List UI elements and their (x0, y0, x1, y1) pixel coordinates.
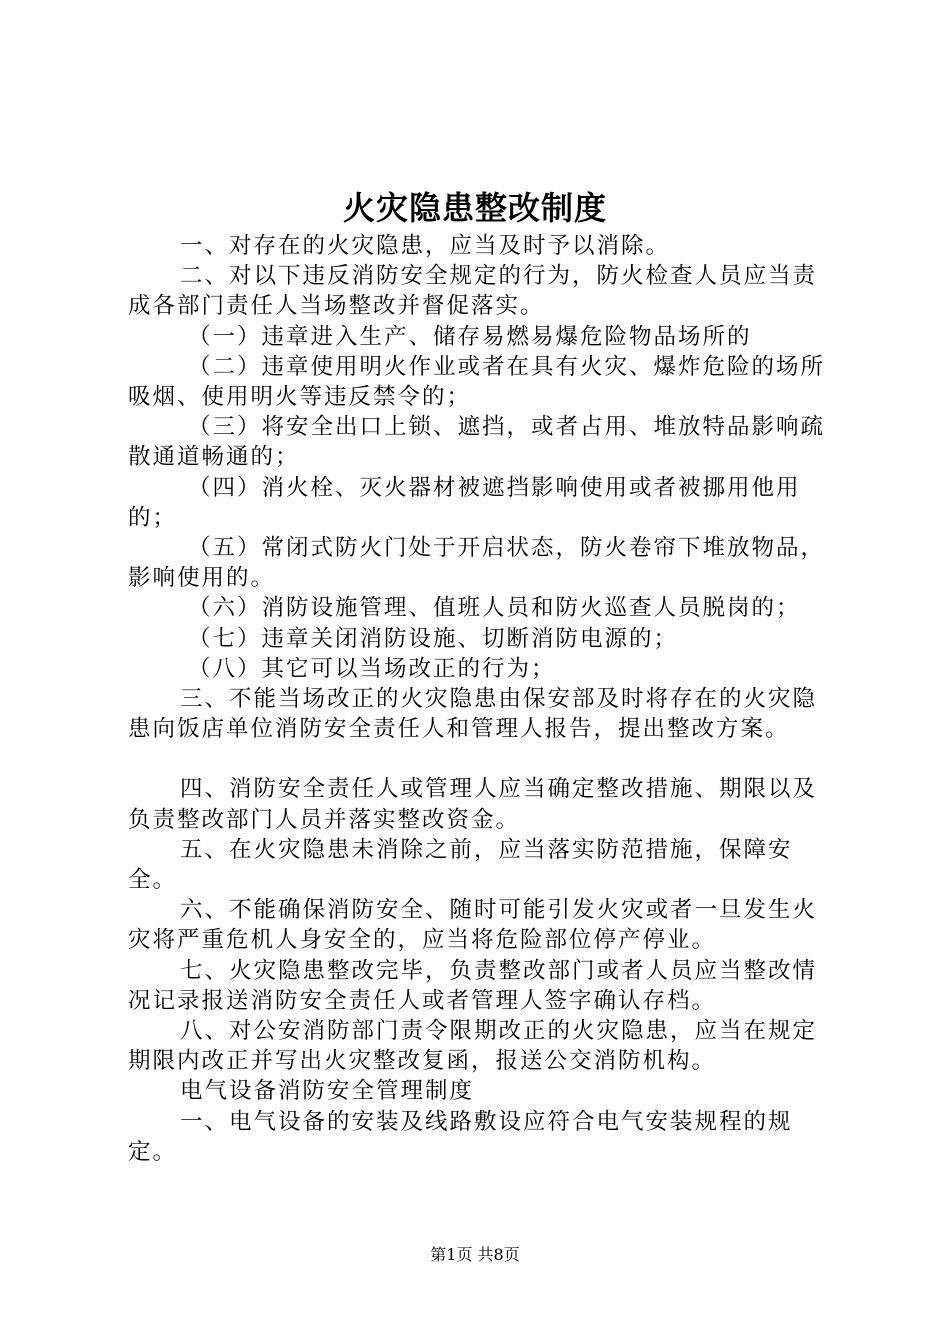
list-item: （八）其它可以当场改正的行为； (188, 655, 556, 682)
list-item: （二）违章使用明火作业或者在具有火灾、爆炸危险的场所吸烟、使用明火等违反禁令的； (128, 353, 826, 411)
list-item: （六）消防设施管理、值班人员和防火巡查人员脱岗的； (188, 595, 801, 622)
list-item: （七）违章关闭消防设施、切断消防电源的； (188, 625, 679, 652)
paragraph: 四、消防安全责任人或管理人应当确定整改措施、期限以及负责整改部门人员并落实整改资金。 (128, 776, 818, 833)
list-item: （一）违章进入生产、储存易燃易爆危险物品场所的 (188, 323, 752, 350)
document-body (128, 231, 833, 1167)
page-footer: 第1页 共8页 (430, 1245, 520, 1264)
paragraph: 五、在火灾隐患未消除之前，应当落实防范措施，保障安全。 (128, 836, 793, 894)
list-item: （五）常闭式防火门处于开启状态，防火卷帘下堆放物品，影响使用的。 (128, 535, 826, 592)
paragraph: 二、对以下违反消防安全规定的行为，防火检查人员应当责成各部门责任人当场整改并督促落实。 (128, 263, 818, 320)
list-item: （三）将安全出口上锁、遮挡，或者占用、堆放特品影响疏散通道畅通的； (128, 414, 826, 471)
paragraph: 一、电气设备的安装及线路敷设应符合电气安装规程的规定。 (128, 1108, 793, 1165)
list-item: （四）消火栓、灭火器材被遮挡影响使用或者被挪用他用的； (128, 474, 801, 531)
paragraph: 七、火灾隐患整改完毕，负责整改部门或者人员应当整改情况记录报送消防安全责任人或者管理人签字确认存档。 (128, 957, 818, 1014)
paragraph: 六、不能确保消防安全、随时可能引发火灾或者一旦发生火灾将严重危机人身安全的，应当将危险部位停产停业。 (128, 897, 818, 954)
section-heading: 电气设备消防安全管理制度 (180, 1078, 475, 1105)
paragraph-spacer (128, 744, 833, 774)
document-title: 火灾隐患整改制度 (342, 189, 607, 227)
paragraph: 八、对公安消防部门责令限期改正的火灾隐患，应当在规定期限内改正并写出火灾整改复函，报送公交消防机构。 (128, 1018, 818, 1075)
paragraph: 三、不能当场改正的火灾隐患由保安部及时将存在的火灾隐患向饭店单位消防安全责任人和管理人报告，提出整改方案。 (128, 686, 818, 743)
paragraph: 一、对存在的火灾隐患，应当及时予以消除。 (180, 233, 671, 259)
